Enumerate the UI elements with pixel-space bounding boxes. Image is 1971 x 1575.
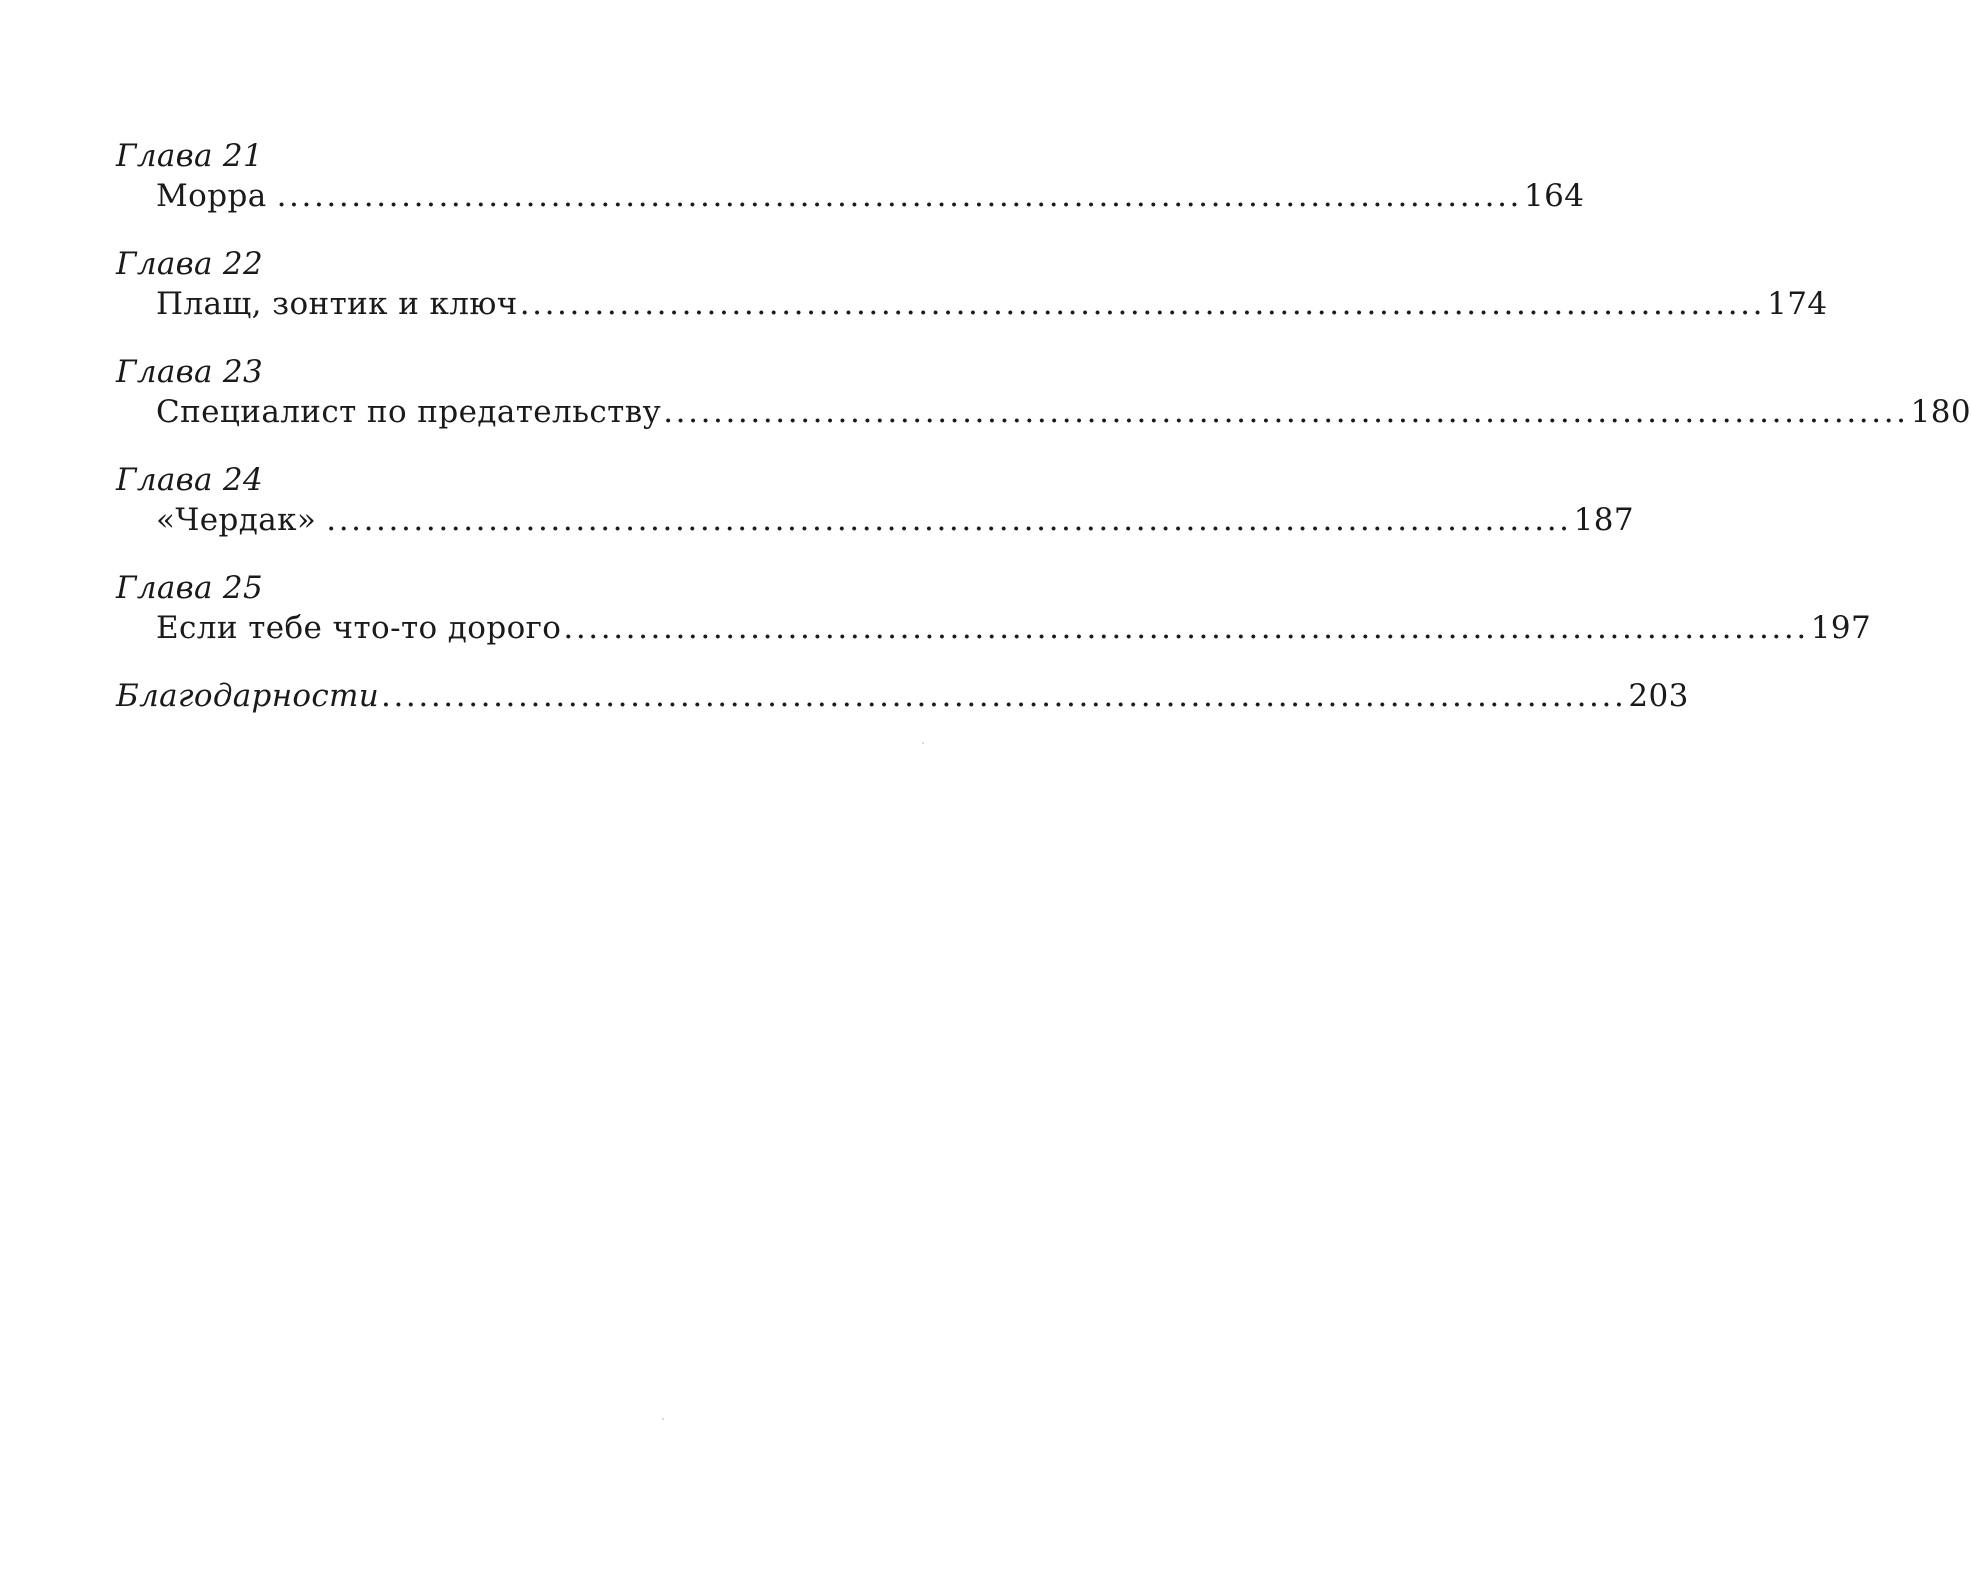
toc-line: [156, 392, 1971, 432]
paper-speck: [662, 1418, 664, 1420]
chapter-title: Плащ, зонтик и ключ: [156, 286, 518, 322]
toc-line: [156, 500, 1635, 540]
toc-line: [156, 608, 1872, 648]
dot-leader: ....................................................................................................: [519, 286, 1766, 322]
page-number: 164: [1523, 178, 1585, 214]
dot-leader: ....................................................................................................: [663, 394, 1909, 430]
toc-entry-chapter-22[interactable]: [116, 236, 1828, 344]
toc-entry-chapter-24[interactable]: [116, 452, 1635, 560]
dot-leader: ....................................................................................................: [276, 178, 1522, 214]
page-number: 174: [1767, 286, 1828, 322]
acknowledgements-title: Благодарности: [116, 678, 380, 714]
chapter-label: Глава 25: [116, 570, 263, 606]
toc-entry-chapter-23[interactable]: [116, 344, 1971, 452]
page-number: 203: [1628, 678, 1689, 714]
toc-line: [156, 284, 1828, 324]
toc-entry-acknowledgements[interactable]: [116, 668, 1689, 776]
chapter-title: Если тебе что-то дорого: [156, 610, 562, 646]
toc-line: [156, 176, 1585, 216]
toc-line: [116, 676, 1689, 716]
page-number: 187: [1573, 502, 1635, 538]
chapter-title: «Чердак»: [156, 502, 317, 538]
chapter-label: Глава 22: [116, 246, 263, 282]
chapter-title: Специалист по предательству: [156, 394, 662, 430]
toc-entry-chapter-21[interactable]: [116, 128, 1585, 236]
chapter-label: Глава 21: [116, 138, 263, 174]
dot-leader: ....................................................................................................: [563, 610, 1809, 646]
toc-entry-chapter-25[interactable]: [116, 560, 1872, 668]
table-of-contents: [116, 128, 1971, 776]
dot-leader: ....................................................................................................: [381, 678, 1627, 714]
chapter-label: Глава 24: [116, 462, 263, 498]
chapter-label: Глава 23: [116, 354, 263, 390]
dot-leader: ....................................................................................................: [326, 502, 1572, 538]
page-number: 180: [1910, 394, 1971, 430]
paper-speck: [922, 742, 924, 744]
page-number: 197: [1810, 610, 1872, 646]
chapter-title: Морра: [156, 178, 267, 214]
